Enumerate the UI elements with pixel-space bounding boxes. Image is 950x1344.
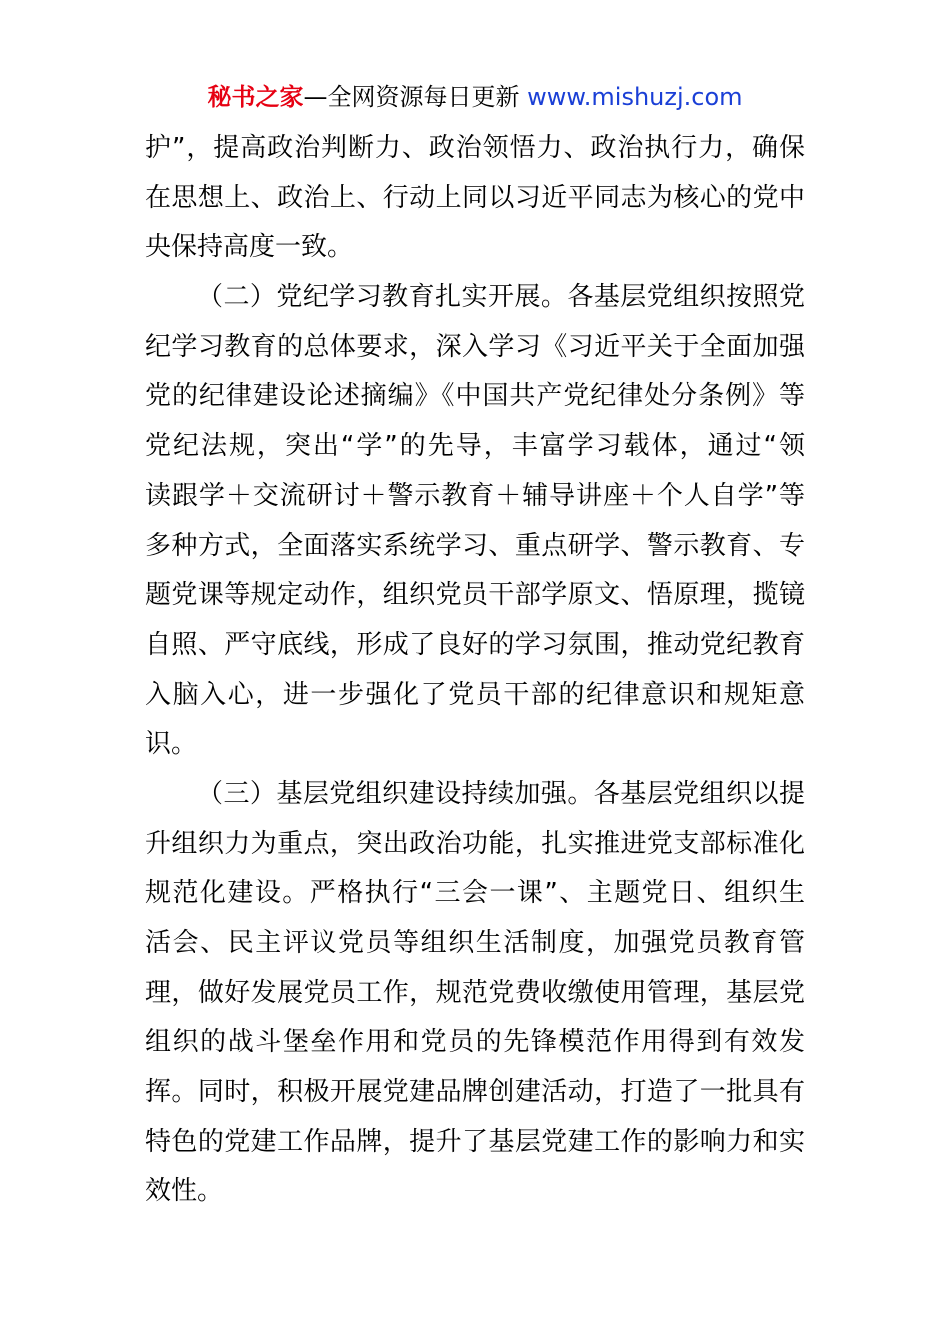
text-line: 升组织力为重点，突出政治功能，扎实推进党支部标准化 <box>145 828 805 859</box>
text-line: 纪学习教育的总体要求，深入学习《习近平关于全面加强 <box>145 331 805 362</box>
text-line: 题党课等规定动作，组织党员干部学原文、悟原理，揽镜 <box>145 580 805 611</box>
text-line: 入脑入心，进一步强化了党员干部的纪律意识和规矩意 <box>145 679 805 710</box>
header-tagline: —全网资源每日更新 <box>303 83 528 111</box>
site-url-link[interactable]: www.mishuzj.com <box>527 83 743 111</box>
text-line: 理，做好发展党员工作，规范党费收缴使用管理，基层党 <box>145 977 805 1008</box>
site-header <box>0 80 950 114</box>
text-line: 在思想上、政治上、行动上同以习近平同志为核心的党中 <box>145 182 805 213</box>
text-line: 挥。同时，积极开展党建品牌创建活动，打造了一批具有 <box>145 1077 805 1108</box>
text-line: 组织的战斗堡垒作用和党员的先锋模范作用得到有效发 <box>145 1027 805 1058</box>
text-line: 自照、严守底线，形成了良好的学习氛围，推动党纪教育 <box>145 629 805 660</box>
text-line: 活会、民主评议党员等组织生活制度，加强党员教育管 <box>145 928 805 958</box>
text-line: 党纪法规，突出“学”的先导，丰富学习载体，通过“领 <box>145 431 805 462</box>
document-body <box>145 124 805 1217</box>
text-line: 党的纪律建设论述摘编》《中国共产党纪律处分条例》等 <box>145 381 805 412</box>
text-line: 规范化建设。严格执行“三会一课”、主题党日、组织生 <box>145 878 805 909</box>
section-heading-line: （三）基层党组织建设持续加强。各基层党组织以提 <box>197 778 805 809</box>
text-line: 护”，提高政治判断力、政治领悟力、政治执行力，确保 <box>145 133 805 163</box>
brand-name: 秘书之家 <box>207 83 304 111</box>
text-line: 效性。 <box>145 1176 224 1207</box>
text-line: 读跟学＋交流研讨＋警示教育＋辅导讲座＋个人自学”等 <box>145 480 805 511</box>
text-line: 识。 <box>145 729 198 760</box>
text-line: 央保持高度一致。 <box>145 232 354 263</box>
text-line: 多种方式，全面落实系统学习、重点研学、警示教育、专 <box>145 530 805 561</box>
section-heading-line: （二）党纪学习教育扎实开展。各基层党组织按照党 <box>197 282 805 313</box>
text-line: 特色的党建工作品牌，提升了基层党建工作的影响力和实 <box>145 1126 805 1157</box>
